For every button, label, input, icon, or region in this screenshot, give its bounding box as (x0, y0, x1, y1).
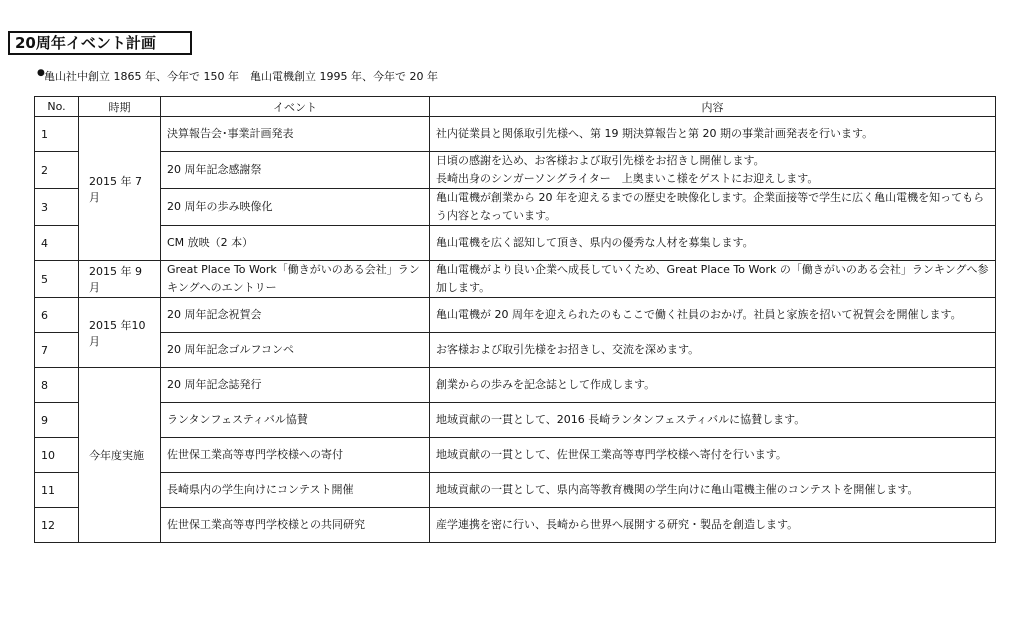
event-cell: 佐世保工業高等専門学校様への寄付 (161, 438, 430, 473)
row-no: 3 (35, 189, 79, 226)
content-cell: 地域貢献の一貫として、県内高等教育機関の学生向けに亀山電機主催のコンテストを開催します。 (430, 473, 996, 508)
event-cell: 20 周年の歩み映像化 (161, 189, 430, 226)
table-row (35, 508, 996, 543)
event-cell: 20 周年記念ゴルフコンペ (161, 333, 430, 368)
event-cell: Great Place To Work「働きがいのある会社」ランキングへのエントリー (161, 261, 430, 298)
event-plan-table (34, 96, 996, 543)
period-cell: 2015 年10月 (79, 298, 161, 368)
row-no: 2 (35, 152, 79, 189)
row-no: 7 (35, 333, 79, 368)
event-cell: 20 周年記念誌発行 (161, 368, 430, 403)
row-no: 9 (35, 403, 79, 438)
table-row (35, 333, 996, 368)
period-cell: 今年度実施 (79, 368, 161, 543)
event-cell: 決算報告会･事業計画発表 (161, 117, 430, 152)
founding-note-text: 亀山社中創立 1865 年、今年で 150 年 亀山電機創立 1995 年、今年で 20 年 (44, 70, 438, 83)
bullet-icon: ● (37, 68, 45, 78)
event-cell: CM 放映（2 本） (161, 226, 430, 261)
period-cell: 2015 年 7 月 (79, 117, 161, 261)
content-cell: 社内従業員と関係取引先様へ、第 19 期決算報告と第 20 期の事業計画発表を行います。 (430, 117, 996, 152)
content-cell: 亀山電機が創業から 20 年を迎えるまでの歴史を映像化します。企業面接等で学生に広く亀山電機を知ってもらう内容となっています。 (430, 189, 996, 226)
row-no: 4 (35, 226, 79, 261)
row-no: 1 (35, 117, 79, 152)
content-cell: 日頃の感謝を込め、お客様および取引先様をお招きし開催します。 長崎出身のシンガーソングライター 上奥まいこ様をゲストにお迎えします。 (430, 152, 996, 189)
event-cell: 佐世保工業高等専門学校様との共同研究 (161, 508, 430, 543)
table-row (35, 403, 996, 438)
table-header-row (35, 97, 996, 117)
table-row (35, 189, 996, 226)
content-cell: 創業からの歩みを記念誌として作成します。 (430, 368, 996, 403)
table-row (35, 261, 996, 298)
header-event: イベント (161, 97, 430, 117)
row-no: 5 (35, 261, 79, 298)
content-cell: 亀山電機を広く認知して頂き、県内の優秀な人材を募集します。 (430, 226, 996, 261)
content-cell: 産学連携を密に行い、長崎から世界へ展開する研究・製品を創造します。 (430, 508, 996, 543)
row-no: 12 (35, 508, 79, 543)
row-no: 10 (35, 438, 79, 473)
row-no: 8 (35, 368, 79, 403)
period-cell: 2015 年 9 月 (79, 261, 161, 298)
page-title: 20周年イベント計画 (8, 31, 192, 55)
content-cell: 地域貢献の一貫として、2016 長崎ランタンフェスティバルに協賛します。 (430, 403, 996, 438)
content-cell: 亀山電機が 20 周年を迎えられたのもここで働く社員のおかげ。社員と家族を招いて祝賀会を開催します。 (430, 298, 996, 333)
table-row (35, 117, 996, 152)
event-cell: 20 周年記念祝賀会 (161, 298, 430, 333)
content-cell: お客様および取引先様をお招きし、交流を深めます。 (430, 333, 996, 368)
event-cell: 長崎県内の学生向けにコンテスト開催 (161, 473, 430, 508)
table-row (35, 152, 996, 189)
event-cell: ランタンフェスティバル協賛 (161, 403, 430, 438)
row-no: 6 (35, 298, 79, 333)
event-cell: 20 周年記念感謝祭 (161, 152, 430, 189)
content-cell: 亀山電機がより良い企業へ成長していくため、Great Place To Work の「働きがいのある会社」ランキングへ参加します。 (430, 261, 996, 298)
content-cell: 地域貢献の一貫として、佐世保工業高等専門学校様へ寄付を行います。 (430, 438, 996, 473)
founding-note (37, 68, 438, 84)
header-period: 時期 (79, 97, 161, 117)
table-row (35, 473, 996, 508)
table-row (35, 438, 996, 473)
table-row (35, 298, 996, 333)
table-row (35, 368, 996, 403)
row-no: 11 (35, 473, 79, 508)
header-no: No. (35, 97, 79, 117)
header-content: 内容 (430, 97, 996, 117)
table-row (35, 226, 996, 261)
